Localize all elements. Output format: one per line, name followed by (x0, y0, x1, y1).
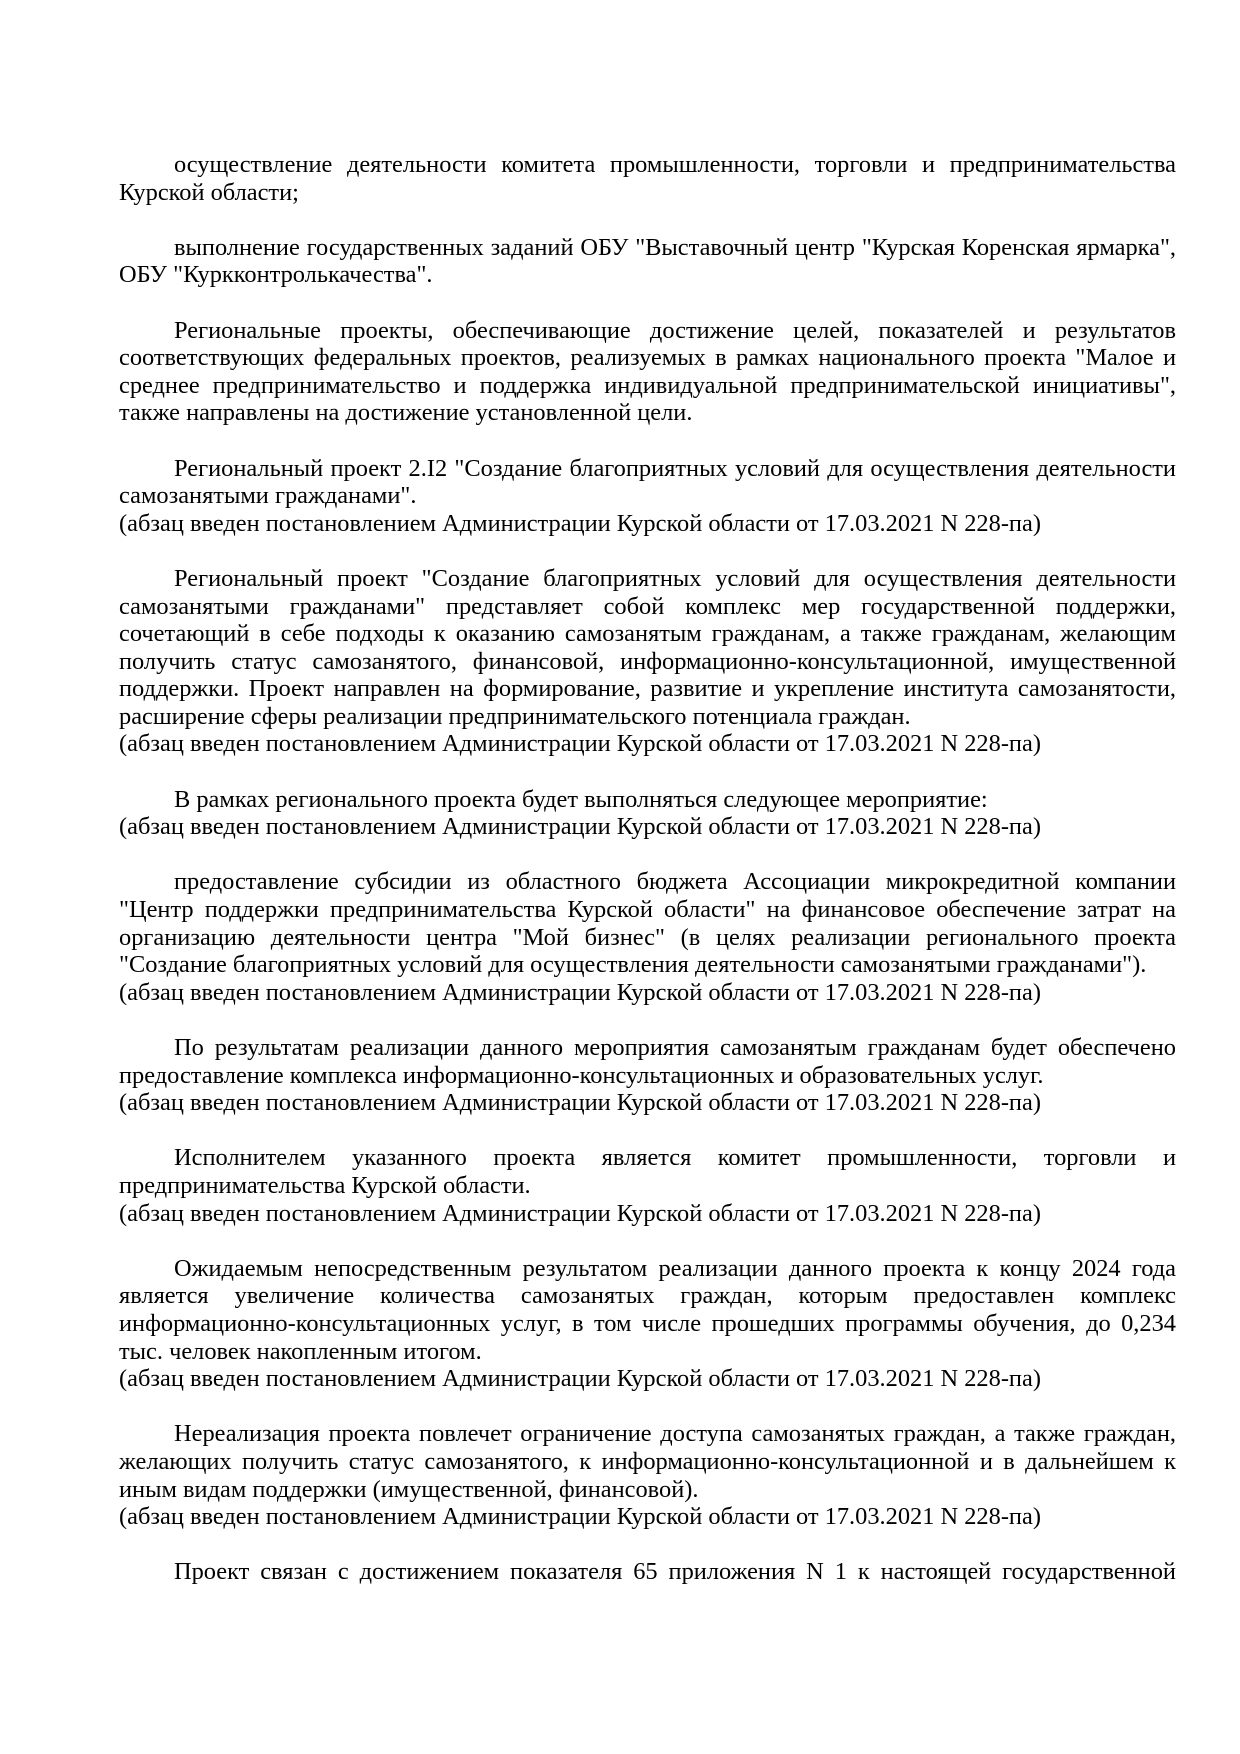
paragraph-text: Исполнителем указанного проекта является комитет промышленности, торговли и предпринимательства Курской области. (119, 1144, 1176, 1199)
paragraph-text: Проект связан с достижением показателя 65 приложения N 1 к настоящей государственной (174, 1558, 1176, 1586)
paragraph (119, 868, 1176, 1006)
amendment-note: (абзац введен постановлением Администрации Курской области от 17.03.2021 N 228-па) (119, 509, 1041, 537)
paragraph-text: Региональные проекты, обеспечивающие достижение целей, показателей и результатов соответствующих федеральных проектов, реализуемых в рамках национального проекта "Малое и среднее предпринимательство и поддержка индивидуальной предпринимательской инициативы", также направлены на достижение установленной цели. (119, 316, 1176, 427)
paragraph (119, 455, 1176, 538)
paragraph (119, 151, 1176, 206)
paragraph (119, 1255, 1176, 1393)
paragraph (119, 1034, 1176, 1117)
paragraph-text: Региональный проект 2.I2 "Создание благоприятных условий для осуществления деятельности самозанятыми гражданами". (119, 454, 1176, 510)
amendment-note: (абзац введен постановлением Администрации Курской области от 17.03.2021 N 228-па) (119, 1089, 1041, 1117)
paragraph (119, 565, 1176, 758)
paragraph (119, 1420, 1176, 1530)
paragraph-text: выполнение государственных заданий ОБУ "Выставочный центр "Курская Коренская ярмарка", ОБУ "Куркконтролькачества". (119, 233, 1176, 289)
paragraph (119, 1144, 1176, 1227)
amendment-note: (абзац введен постановлением Администрации Курской области от 17.03.2021 N 228-па) (119, 730, 1041, 758)
paragraph-text: В рамках регионального проекта будет выполняться следующее мероприятие: (174, 785, 988, 813)
paragraph (119, 786, 1176, 841)
amendment-note: (абзац введен постановлением Администрации Курской области от 17.03.2021 N 228-па) (119, 1503, 1041, 1531)
paragraph-text: Нереализация проекта повлечет ограничение доступа самозанятых граждан, а также граждан, желающих получить статус самозанятого, к информационно-консультационной и в дальнейшем к иным видам поддержки (имущественной, финансовой). (119, 1420, 1176, 1503)
amendment-note: (абзац введен постановлением Администрации Курской области от 17.03.2021 N 228-па) (119, 813, 1041, 841)
paragraph-text: предоставление субсидии из областного бюджета Ассоциации микрокредитной компании "Центр поддержки предпринимательства Курской области" на финансовое обеспечение затрат на организацию деятельности центра "Мой бизнес" (в целях реализации регионального проекта "Создание благоприятных условий для осуществления деятельности самозанятыми гражданами"). (119, 868, 1176, 979)
amendment-note: (абзац введен постановлением Администрации Курской области от 17.03.2021 N 228-па) (119, 1365, 1041, 1393)
document-page (119, 151, 1176, 1586)
paragraph (119, 1558, 1176, 1586)
amendment-note: (абзац введен постановлением Администрации Курской области от 17.03.2021 N 228-па) (119, 978, 1041, 1006)
paragraph (119, 317, 1176, 427)
paragraph (119, 234, 1176, 289)
paragraph-text: Ожидаемым непосредственным результатом реализации данного проекта к концу 2024 года является увеличение количества самозанятых граждан, которым предоставлен комплекс информационно-консультационных услуг, в том числе прошедших программы обучения, до 0,234 тыс. человек накопленным итогом. (119, 1254, 1176, 1365)
paragraph-text: осуществление деятельности комитета промышленности, торговли и предпринимательства Курской области; (119, 151, 1176, 206)
paragraph-text: По результатам реализации данного мероприятия самозанятым гражданам будет обеспечено предоставление комплекса информационно-консультационных и образовательных услуг. (119, 1034, 1176, 1089)
amendment-note: (абзац введен постановлением Администрации Курской области от 17.03.2021 N 228-па) (119, 1199, 1041, 1227)
paragraph-text: Региональный проект "Создание благоприятных условий для осуществления деятельности самозанятыми гражданами" представляет собой комплекс мер государственной поддержки, сочетающий в себе подходы к оказанию самозанятым гражданам, а также гражданам, желающим получить статус самозанятого, финансовой, информационно-консультационной, имущественной поддержки. Проект направлен на формирование, развитие и укрепление института самозанятости, расширение сферы реализации предпринимательского потенциала граждан. (119, 564, 1176, 730)
